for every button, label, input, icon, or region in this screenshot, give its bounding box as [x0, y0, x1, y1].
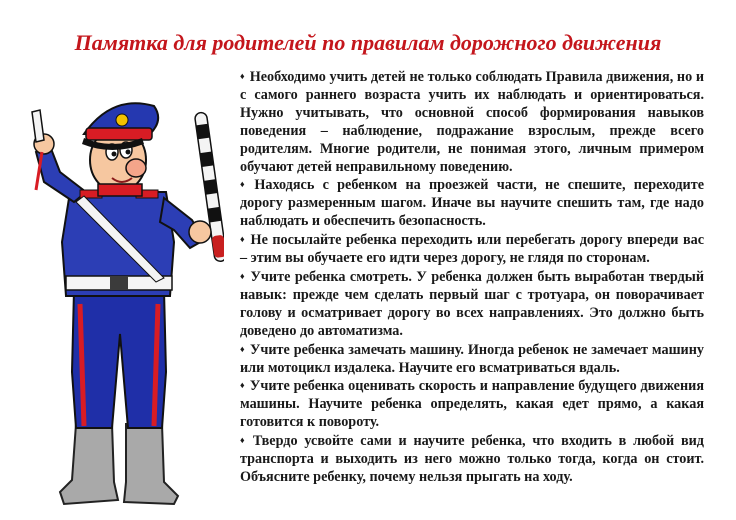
- diamond-bullet-icon: ♦: [240, 435, 248, 446]
- paragraph-4: ♦ Учите ребенка смотреть. У ребенка должен быть выработан твердый навык: прежде чем сделать первый шаг с тротуара, он поворачивает голову и осматривает дорогу во всех направлениях. Это должно быть доведено до автоматизма.: [240, 268, 705, 339]
- paragraph-1: ♦ Необходимо учить детей не только соблюдать Правила движения, но и с самого раннего возраста учить их наблюдать и ориентироваться. Нужно учитывать, что основной способ формирования навыков поведения – наблюдение, подражание взрослым, прежде всего родителям. Многие родители, не понимая этого, личным примером обучают детей неправильному поведению.: [240, 69, 705, 175]
- paragraph-2: ♦ Находясь с ребенком на проезжей части, не спешите, переходите дорогу размеренным шагом. Иначе вы научите спешить там, где надо наблюдать и обеспечить безопасность.: [240, 177, 704, 230]
- diamond-bullet-icon: ♦: [240, 179, 250, 190]
- page-title: Памятка для родителей по правилам дорожного движения: [74, 30, 662, 55]
- memo-text: [240, 68, 704, 487]
- paragraph-7: ♦ Твердо усвойте сами и научите ребенка, что входить в любой вид транспорта и выходить из него можно только тогда, когда он стоит. Объясните ребенку, почему нельзя прыгать на ходу.: [240, 433, 704, 485]
- diamond-bullet-icon: ♦: [240, 234, 246, 245]
- diamond-bullet-icon: ♦: [240, 343, 245, 354]
- diamond-bullet-icon: ♦: [240, 71, 245, 81]
- diamond-bullet-icon: ♦: [240, 380, 245, 391]
- paragraph-6: ♦ Учите ребенка оценивать скорость и направление будущего движения машины. Научите ребенка определять, какая едет прямо, а какая готовится к повороту.: [240, 378, 704, 431]
- paragraph-3: ♦ Не посылайте ребенка переходить или перебегать дорогу впереди вас – этим вы обучаете его идти через дорогу, не глядя по сторонам.: [240, 232, 705, 267]
- traffic-policeman-illustration: [14, 72, 224, 512]
- diamond-bullet-icon: ♦: [240, 270, 246, 281]
- paragraph-5: ♦ Учите ребенка замечать машину. Иногда ребенок не замечает машину или мотоцикл издалека. Научите его всматриваться вдаль.: [240, 341, 705, 376]
